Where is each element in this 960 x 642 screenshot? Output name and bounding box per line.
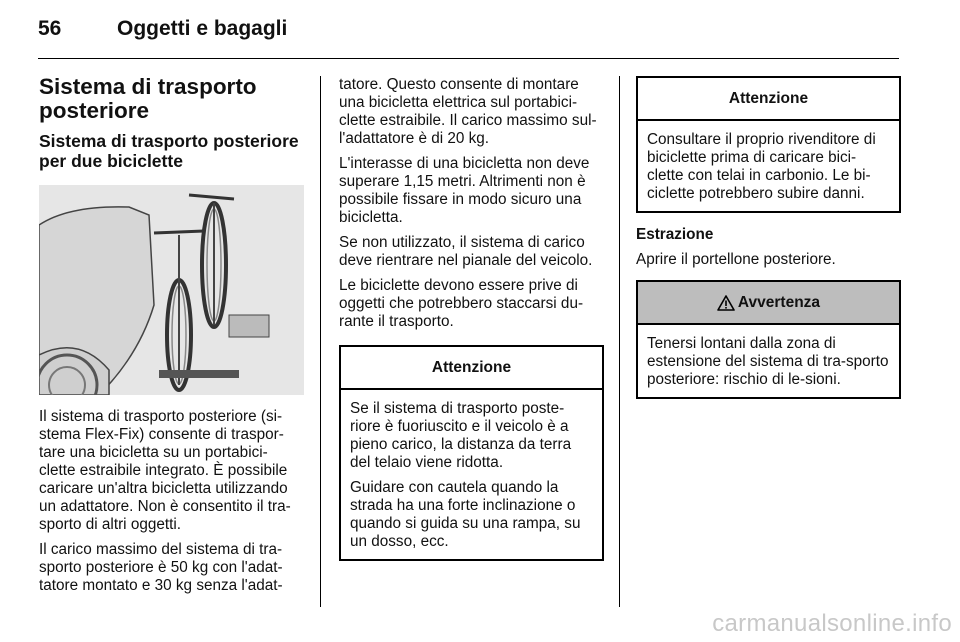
notice-paragraph-2: Guidare con cautela quando la strada ha una forte inclinazione o quando si guida su una rampa, su un dosso, ecc. [350, 479, 581, 550]
col1-paragraph-2: Il carico massimo del sistema di tra-sporto posteriore è 50 kg con l'adat-tatore montato e 30 kg senza l'adat- [39, 541, 283, 594]
warning-heading: Avvertenza [737, 293, 821, 311]
column-divider-2 [619, 76, 620, 607]
col1-paragraph-1: Il sistema di trasporto posteriore (si-stema Flex-Fix) consente di traspor-tare una bicicletta su un portabici-clette estraibile integrato. È possibile caricare un'altra bicicletta utilizzando un adattatore. Non è consentito il tra-sporto di altri oggetti. [39, 408, 291, 533]
col2-paragraph-1: tatore. Questo consente di montare una bicicletta elettrica sul portabici-clette estraibile. Il carico massimo sul-l'adattatore è di 20 kg. [339, 76, 597, 147]
notice-body [638, 121, 899, 211]
notice-body [341, 390, 602, 559]
bike-carrier-illustration [39, 185, 304, 395]
notice-box-ground-clearance [339, 345, 604, 561]
extraction-heading: Estrazione [636, 226, 714, 243]
col2-paragraph-4: Le biciclette devono essere prive di oggetti che potrebbero staccarsi du-rante il trasporto. [339, 277, 584, 330]
warning-body [638, 325, 899, 397]
column-2 [339, 76, 604, 561]
notice-heading: Attenzione [638, 78, 899, 121]
warning-heading-bar [638, 282, 899, 325]
notice-paragraph-1: Se il sistema di trasporto poste-riore è fuoriuscito e il veicolo è a pieno carico, la distanza da terra del telaio viene ridotta. [350, 400, 572, 471]
extraction-text: Aprire il portellone posteriore. [636, 251, 836, 268]
notice-paragraph: Consultare il proprio rivenditore di biciclette prima di caricare bici-clette con telai in carbonio. Le bi-ciclette potrebbero subire danni. [647, 131, 876, 202]
bike-carrier-drawing [39, 185, 304, 395]
section-subtitle: Sistema di trasporto posteriore per due biciclette [39, 131, 299, 171]
column-divider-1 [320, 76, 321, 607]
chapter-title: Oggetti e bagagli [117, 17, 288, 40]
warning-paragraph: Tenersi lontani dalla zona di estensione del sistema di tra-sporto posteriore: rischio di le-sioni. [647, 335, 889, 388]
warning-triangle-icon [717, 295, 735, 311]
watermark: carmanualsonline.info [712, 610, 952, 637]
column-1 [39, 75, 304, 602]
section-title: Sistema di trasporto posteriore [39, 74, 257, 123]
column-3 [636, 76, 901, 399]
header-rule [38, 58, 899, 59]
notice-box-carbon-frames [636, 76, 901, 213]
col2-paragraph-2: L'interasse di una bicicletta non deve superare 1,15 metri. Altrimenti non è possibile fissare in modo sicuro una bicicletta. [339, 155, 590, 226]
notice-heading: Attenzione [341, 347, 602, 390]
col2-paragraph-3: Se non utilizzato, il sistema di carico deve rientrare nel pianale del veicolo. [339, 234, 593, 269]
warning-box [636, 280, 901, 399]
page-number: 56 [38, 17, 62, 40]
